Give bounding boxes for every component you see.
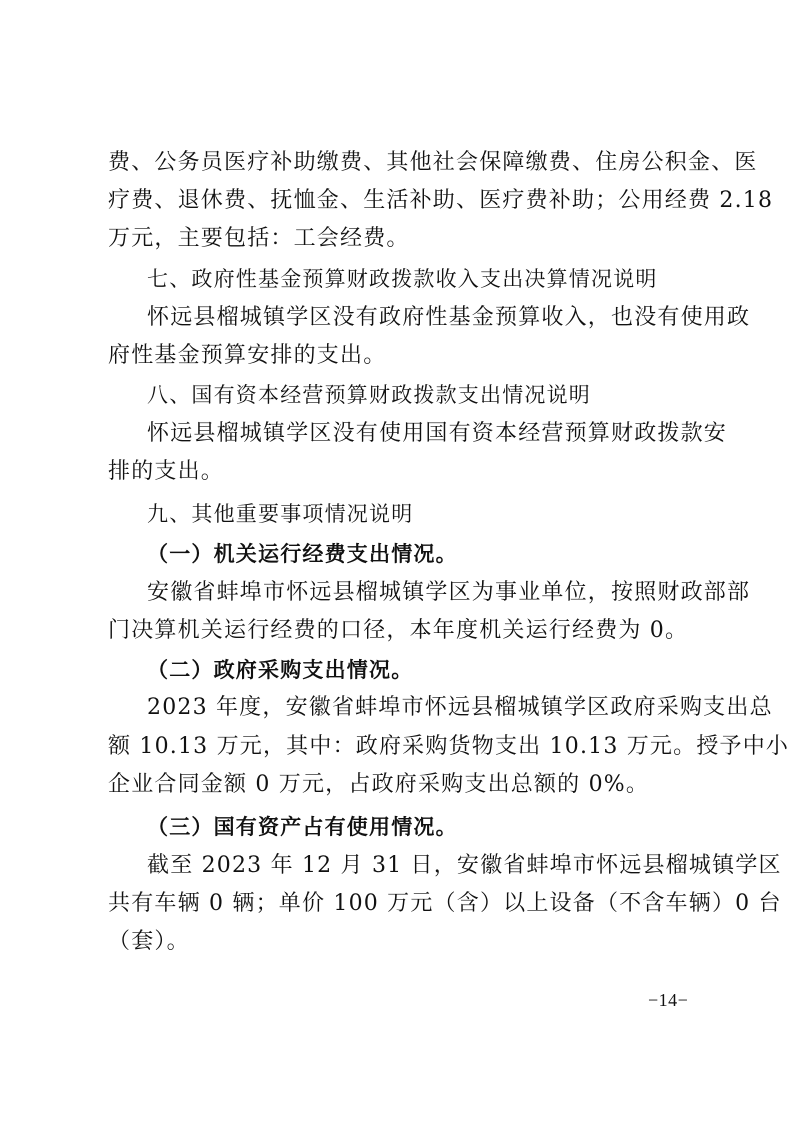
paragraph-line: 额 10.13 万元，其中：政府采购货物支出 10.13 万元。授予中小: [108, 734, 790, 759]
section-heading-7: 七、政府性基金预算财政拨款收入支出决算情况说明: [147, 267, 658, 291]
section-heading-9: 九、其他重要事项情况说明: [147, 502, 414, 526]
paragraph-line: 门决算机关运行经费的口径，本年度机关运行经费为 0。: [108, 618, 689, 643]
paragraph-line: 共有车辆 0 辆；单价 100 万元（含）以上设备（不含车辆）0 台: [108, 891, 782, 916]
paragraph-line: 排的支出。: [108, 459, 225, 484]
paragraph-line: 费、公务员医疗补助缴费、其他社会保障缴费、住房公积金、医: [108, 150, 758, 175]
paragraph-line: 万元，主要包括：工会经费。: [108, 226, 410, 251]
paragraph-line: 企业合同金额 0 万元，占政府采购支出总额的 0%。: [108, 772, 650, 797]
section-heading-8: 八、国有资本经营预算财政拨款支出情况说明: [147, 383, 591, 407]
paragraph-line: 怀远县榴城镇学区没有使用国有资本经营预算财政拨款安: [147, 421, 728, 446]
subsection-heading-1: （一）机关运行经费支出情况。: [147, 542, 458, 566]
paragraph-line: 截至 2023 年 12 月 31 日，安徽省蚌埠市怀远县榴城镇学区: [147, 853, 782, 878]
paragraph-line: （套）。: [108, 929, 190, 954]
subsection-heading-3: （三）国有资产占有使用情况。: [147, 815, 458, 839]
paragraph-line: 怀远县榴城镇学区没有政府性基金预算收入，也没有使用政: [147, 305, 751, 330]
paragraph-line: 安徽省蚌埠市怀远县榴城镇学区为事业单位，按照财政部部: [147, 580, 751, 605]
page-number: −14−: [648, 990, 689, 1010]
paragraph-line: 2023 年度，安徽省蚌埠市怀远县榴城镇学区政府采购支出总: [147, 695, 773, 720]
paragraph-line: 府性基金预算安排的支出。: [108, 343, 387, 368]
subsection-heading-2: （二）政府采购支出情况。: [147, 658, 414, 682]
paragraph-line: 疗费、退休费、抚恤金、生活补助、医疗费补助；公用经费 2.18: [108, 188, 774, 213]
